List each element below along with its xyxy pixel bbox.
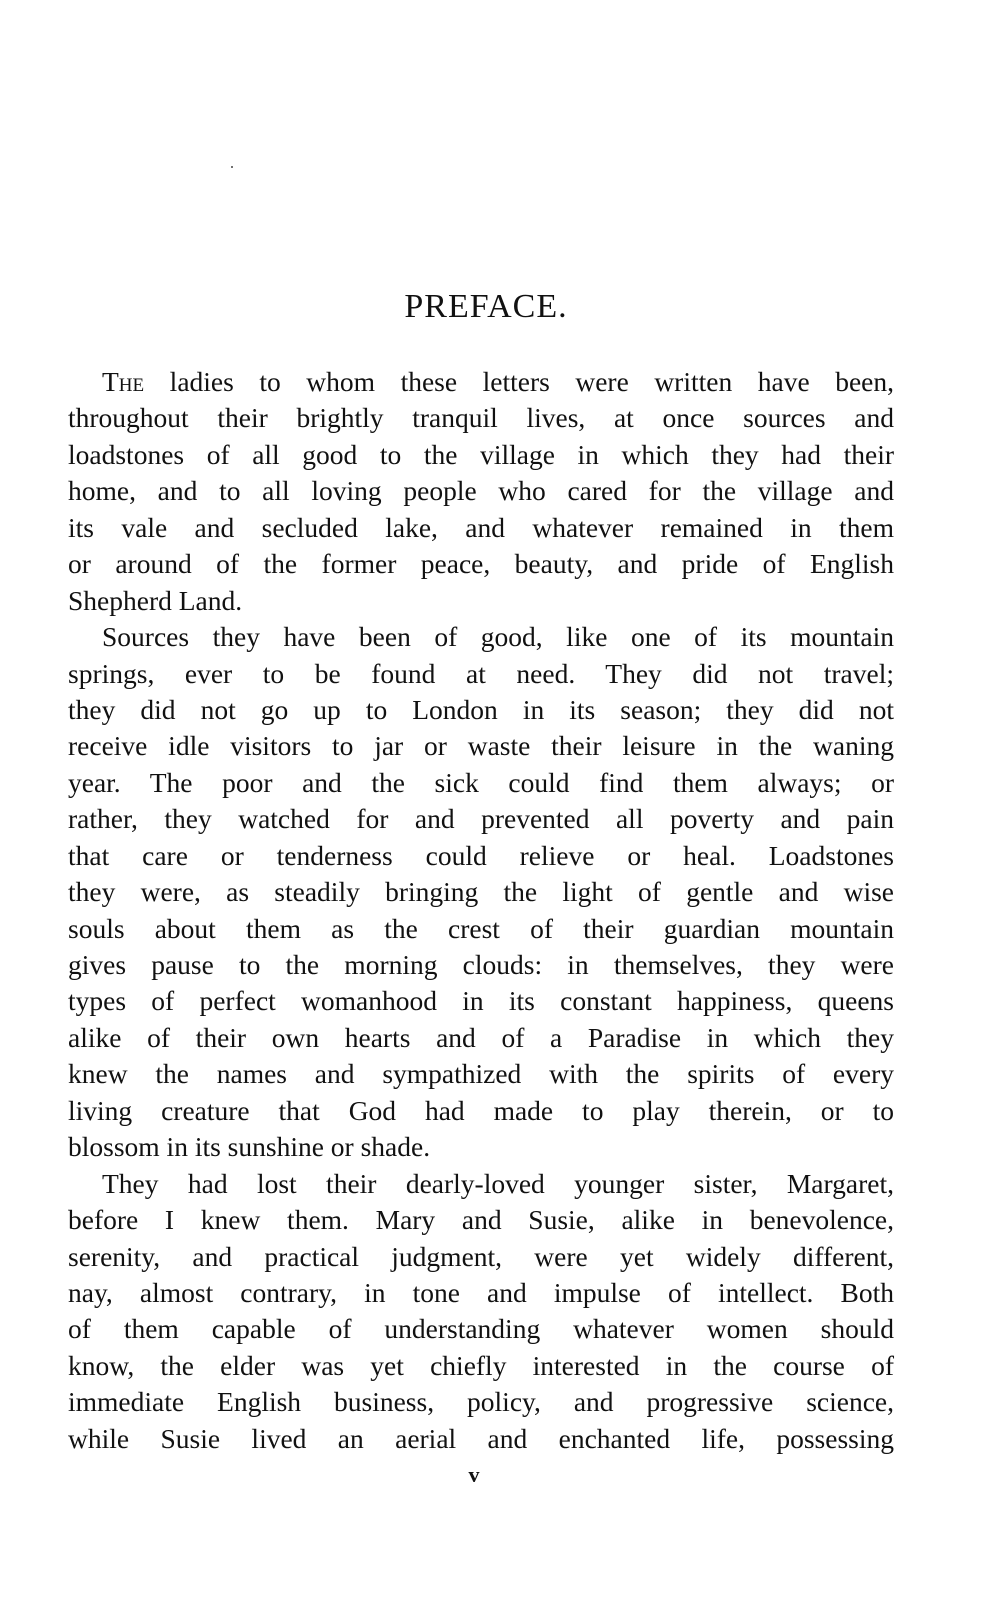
text-line: rather, they watched for and prevented all poverty and pain [68,803,894,835]
text-line: They had lost their dearly-loved younger sister, Margaret, [102,1167,894,1199]
text-line: they were, as steadily bringing the light of gentle and wise [68,876,894,908]
text-line: blossom in its sunshine or shade. [68,1131,431,1163]
text-line: springs, ever to be found at need. They did not travel; [68,657,894,689]
text-line: living creature that God had made to play therein, or to [68,1094,894,1126]
text-line: receive idle visitors to jar or waste their leisure in the waning [68,730,894,762]
text-line: or around of the former peace, beauty, and pride of English [68,548,894,580]
text-line: The ladies to whom these letters were written have been, [102,366,894,397]
text-line: loadstones of all good to the village in which they had their [68,438,894,470]
text-line: types of perfect womanhood in its constant happiness, queens [68,985,894,1017]
text-line: nay, almost contrary, in tone and impulse of intellect. Both [68,1276,894,1308]
text-line: alike of their own hearts and of a Paradise in which they [68,1021,894,1053]
text-line: Shepherd Land. [68,584,243,616]
text-line: immediate English business, policy, and progressive science, [68,1386,894,1418]
preface-text [68,364,894,1457]
page-title: PREFACE. [404,288,568,325]
text-line: knew the names and sympathized with the spirits of every [68,1058,894,1090]
text-line: of them capable of understanding whatever women should [68,1313,894,1345]
text-line: while Susie lived an aerial and enchanted life, possessing [68,1422,894,1454]
text-line: they did not go up to London in its season; they did not [68,693,894,725]
drop-word: The [102,366,145,397]
text-line: before I knew them. Mary and Susie, alike in benevolence, [68,1204,894,1236]
text-line: its vale and secluded lake, and whatever remained in them [68,511,894,543]
text-line: know, the elder was yet chiefly interested in the course of [68,1349,894,1381]
text-line: gives pause to the morning clouds: in themselves, they were [68,949,894,980]
text-line: souls about them as the crest of their guardian mountain [68,912,894,944]
text-line: Sources they have been of good, like one of its mountain [102,621,894,653]
text-line: home, and to all loving people who cared for the village and [68,475,894,507]
text-line: throughout their brightly tranquil lives, at once sources and [68,402,894,434]
text-line: that care or tenderness could relieve or heal. Loadstones [68,839,894,871]
text-line: year. The poor and the sick could find them always; or [68,766,894,798]
page-number: v [468,1462,480,1487]
print-speck [231,166,233,168]
text-line: serenity, and practical judgment, were yet widely different, [68,1240,894,1272]
